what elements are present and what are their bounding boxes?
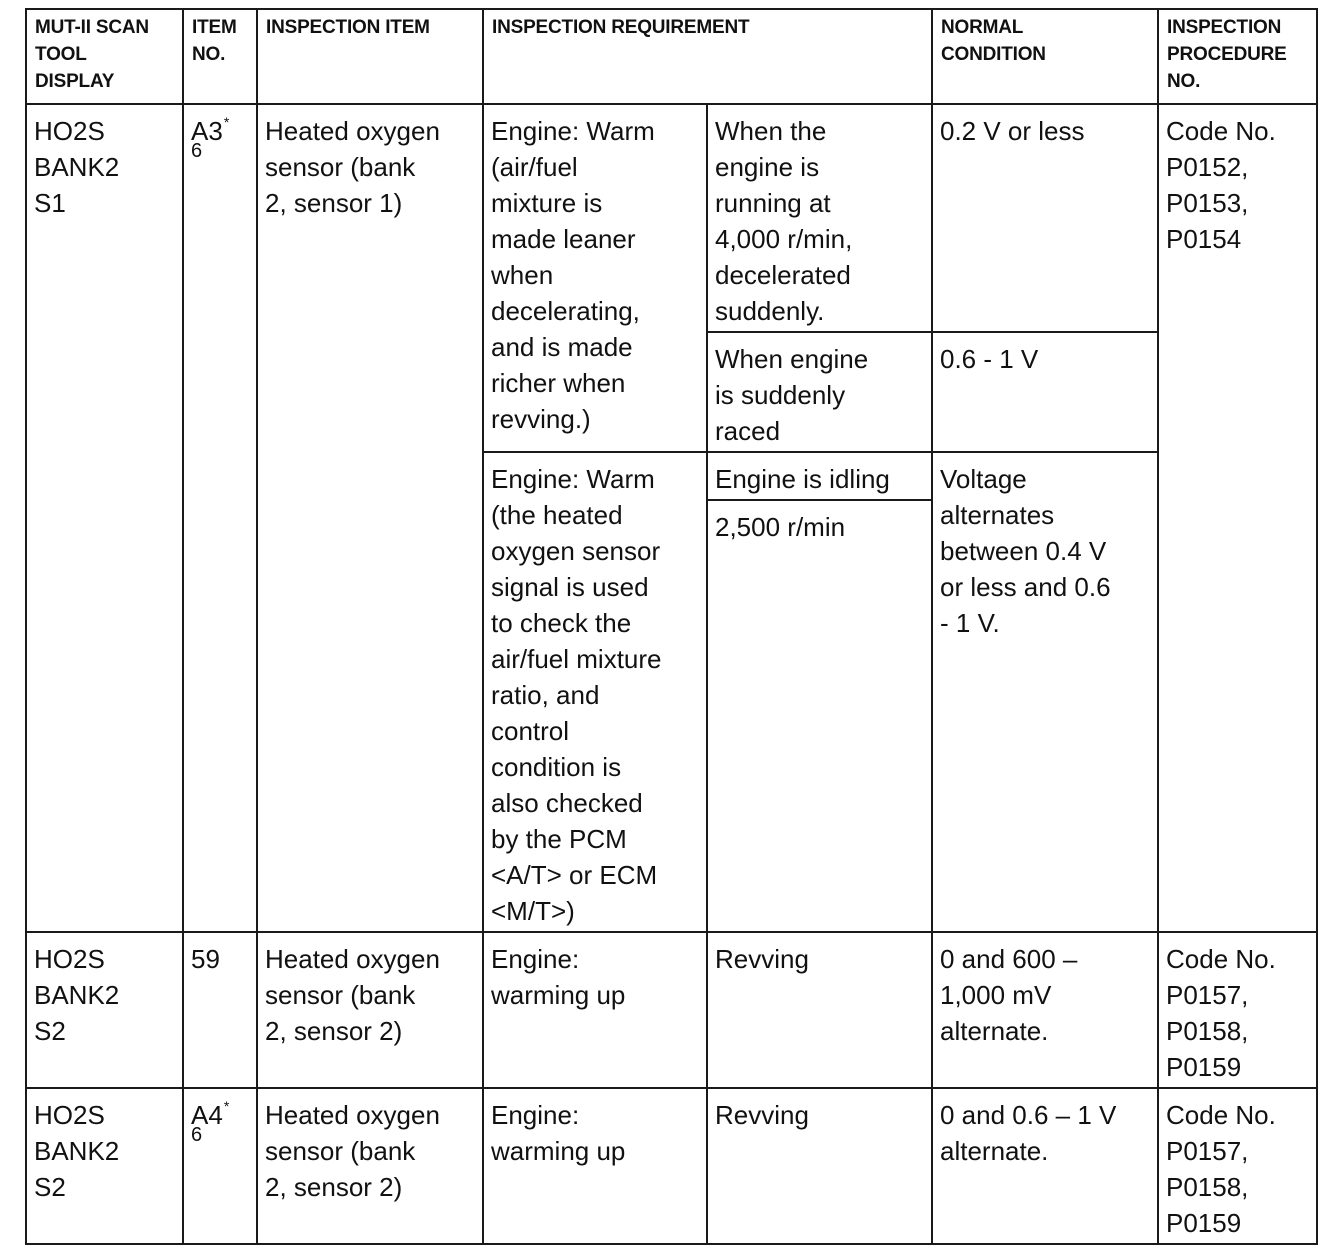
item-no-cell (183, 104, 257, 932)
requirement-cell: Engine: warming up (483, 932, 707, 1088)
normal-condition-cell: 0 and 600 – 1,000 mV alternate. (932, 932, 1158, 1088)
inspection-table-container (25, 8, 1316, 1238)
requirement-cell: Engine: Warm (air/fuel mixture is made leaner when decelerating, and is made richer when revving.) (483, 104, 707, 452)
condition-cell: 2,500 r/min (707, 500, 932, 932)
procedure-cell: Code No. P0157, P0158, P0159 (1158, 932, 1317, 1088)
procedure-cell: Code No. P0157, P0158, P0159 (1158, 1088, 1317, 1244)
display-cell: HO2S BANK2 S1 (26, 104, 183, 932)
display-cell: HO2S BANK2 S2 (26, 1088, 183, 1244)
item-no-asterisk: * (223, 114, 230, 130)
item-no-main: 59 (191, 944, 220, 974)
inspection-table (25, 8, 1318, 1245)
condition-cell: Engine is idling (707, 452, 932, 500)
header-inspection-item: INSPECTION ITEM (257, 9, 483, 104)
condition-cell: When the engine is running at 4,000 r/min, decelerated suddenly. (707, 104, 932, 332)
normal-condition-cell: Voltage alternates between 0.4 V or less and 0.6 - 1 V. (932, 452, 1158, 932)
inspection-item-cell: Heated oxygen sensor (bank 2, sensor 1) (257, 104, 483, 932)
item-no-cell (183, 932, 257, 1088)
normal-condition-cell: 0.6 - 1 V (932, 332, 1158, 452)
table-row (26, 1088, 1317, 1244)
header-row (26, 9, 1317, 104)
table-row (26, 932, 1317, 1088)
header-tool-display: MUT-II SCAN TOOL DISPLAY (26, 9, 183, 104)
item-no-subscript: 6 (191, 140, 203, 162)
item-no-subscript: 6 (191, 1124, 203, 1146)
item-no-asterisk: * (223, 1098, 230, 1114)
normal-condition-cell: 0.2 V or less (932, 104, 1158, 332)
item-no-main: A4 (191, 1100, 223, 1130)
requirement-cell: Engine: Warm (the heated oxygen sensor signal is used to check the air/fuel mixture ratio, and control condition is also checked by the PCM <A/T> or ECM <M/T>) (483, 452, 707, 932)
item-no-cell (183, 1088, 257, 1244)
header-procedure-no: INSPECTION PROCEDURE NO. (1158, 9, 1317, 104)
item-no-main: A3 (191, 116, 223, 146)
condition-cell: Revving (707, 932, 932, 1088)
header-item-no: ITEM NO. (183, 9, 257, 104)
table-row (26, 104, 1317, 332)
condition-cell: Revving (707, 1088, 932, 1244)
header-inspection-requirement: INSPECTION REQUIREMENT (483, 9, 932, 104)
normal-condition-cell: 0 and 0.6 – 1 V alternate. (932, 1088, 1158, 1244)
requirement-cell: Engine: warming up (483, 1088, 707, 1244)
inspection-item-cell: Heated oxygen sensor (bank 2, sensor 2) (257, 932, 483, 1088)
header-normal-condition: NORMAL CONDITION (932, 9, 1158, 104)
inspection-item-cell: Heated oxygen sensor (bank 2, sensor 2) (257, 1088, 483, 1244)
procedure-cell: Code No. P0152, P0153, P0154 (1158, 104, 1317, 932)
display-cell: HO2S BANK2 S2 (26, 932, 183, 1088)
condition-cell: When engine is suddenly raced (707, 332, 932, 452)
